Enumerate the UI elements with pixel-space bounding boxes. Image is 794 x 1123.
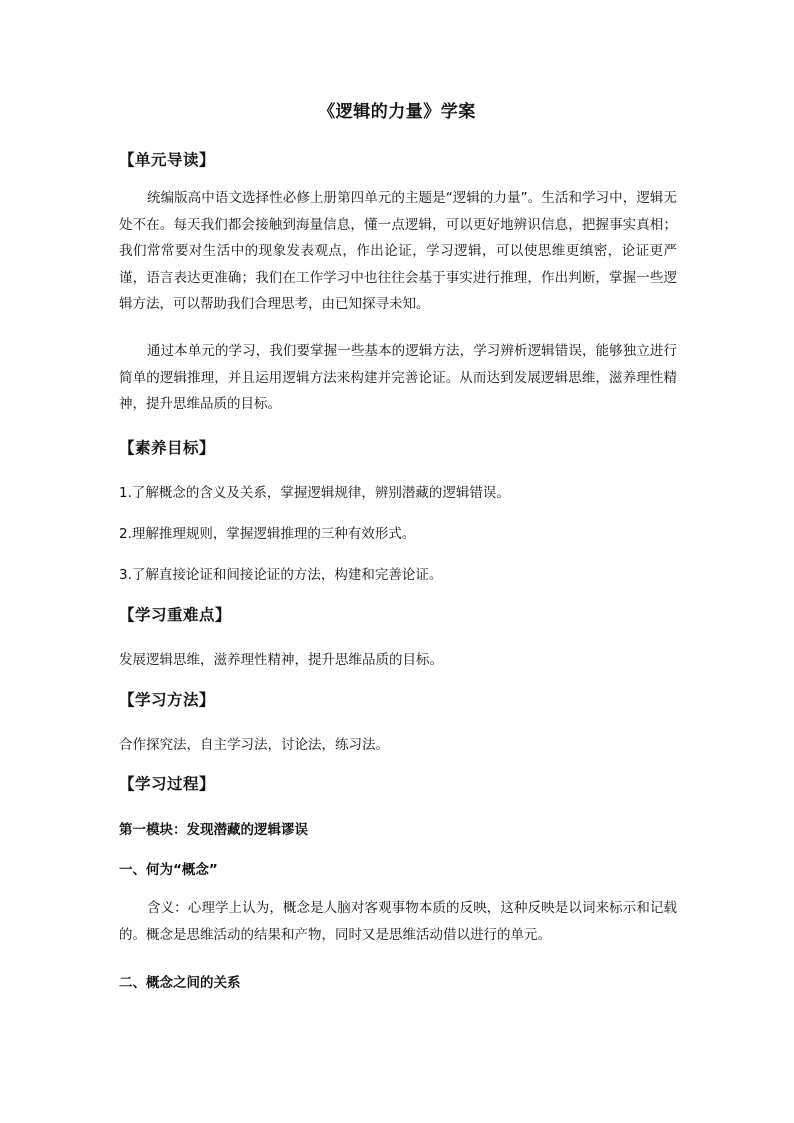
section-heading-process: 【学习过程】 <box>119 775 216 793</box>
goal-item-1: 1.了解概念的含义及关系，掌握逻辑规律，辨别潜藏的逻辑错误。 <box>119 485 510 501</box>
goal-item-3: 3.了解直接论证和间接论证的方法，构建和完善论证。 <box>119 567 443 583</box>
section-heading-goals: 【素养目标】 <box>119 439 216 457</box>
goal-item-2: 2.理解推理规则，掌握逻辑推理的三种有效形式。 <box>119 526 416 542</box>
section-heading-methods: 【学习方法】 <box>119 691 216 709</box>
document-title: 《逻辑的力量》学案 <box>318 102 476 122</box>
key-points-text: 发展逻辑思维，滋养理性精神，提升思维品质的目标。 <box>119 652 443 668</box>
section-heading-key-points: 【学习重难点】 <box>119 606 232 624</box>
section-heading-intro: 【单元导读】 <box>119 151 216 169</box>
part-heading-1: 一、何为“概念” <box>119 862 218 878</box>
module-heading-1: 第一模块：发现潜藏的逻辑谬误 <box>119 822 308 838</box>
intro-paragraph-2: 通过本单元的学习，我们要掌握一些基本的逻辑方法，学习辨析逻辑错误，能够独立进行简单的逻辑推理，并且运用逻辑方法来构建并完善论证。从而达到发展逻辑思维，滋养理性精神，提升思维品质的目标。 <box>119 343 677 412</box>
intro-paragraph-1: 统编版高中语文选择性必修上册第四单元的主题是“逻辑的力量”。生活和学习中，逻辑无处不在。每天我们都会接触到海量信息，懂一点逻辑，可以更好地辨识信息，把握事实真相；我们常常要对生活中的现象发表观点，作出论证，学习逻辑，可以使思维更缜密，论证更严谨，语言表达更准确；我们在工作学习中也往往会基于事实进行推理，作出判断，掌握一些逻辑方法，可以帮助我们合理思考，由已知探寻未知。 <box>119 190 677 312</box>
part-heading-2: 二、概念之间的关系 <box>119 975 241 991</box>
part1-paragraph: 含义：心理学上认为，概念是人脑对客观事物本质的反映，这种反映是以词来标示和记载的。概念是思维活动的结果和产物，同时又是思维活动借以进行的单元。 <box>119 900 677 943</box>
methods-text: 合作探究法，自主学习法，讨论法，练习法。 <box>119 737 389 753</box>
